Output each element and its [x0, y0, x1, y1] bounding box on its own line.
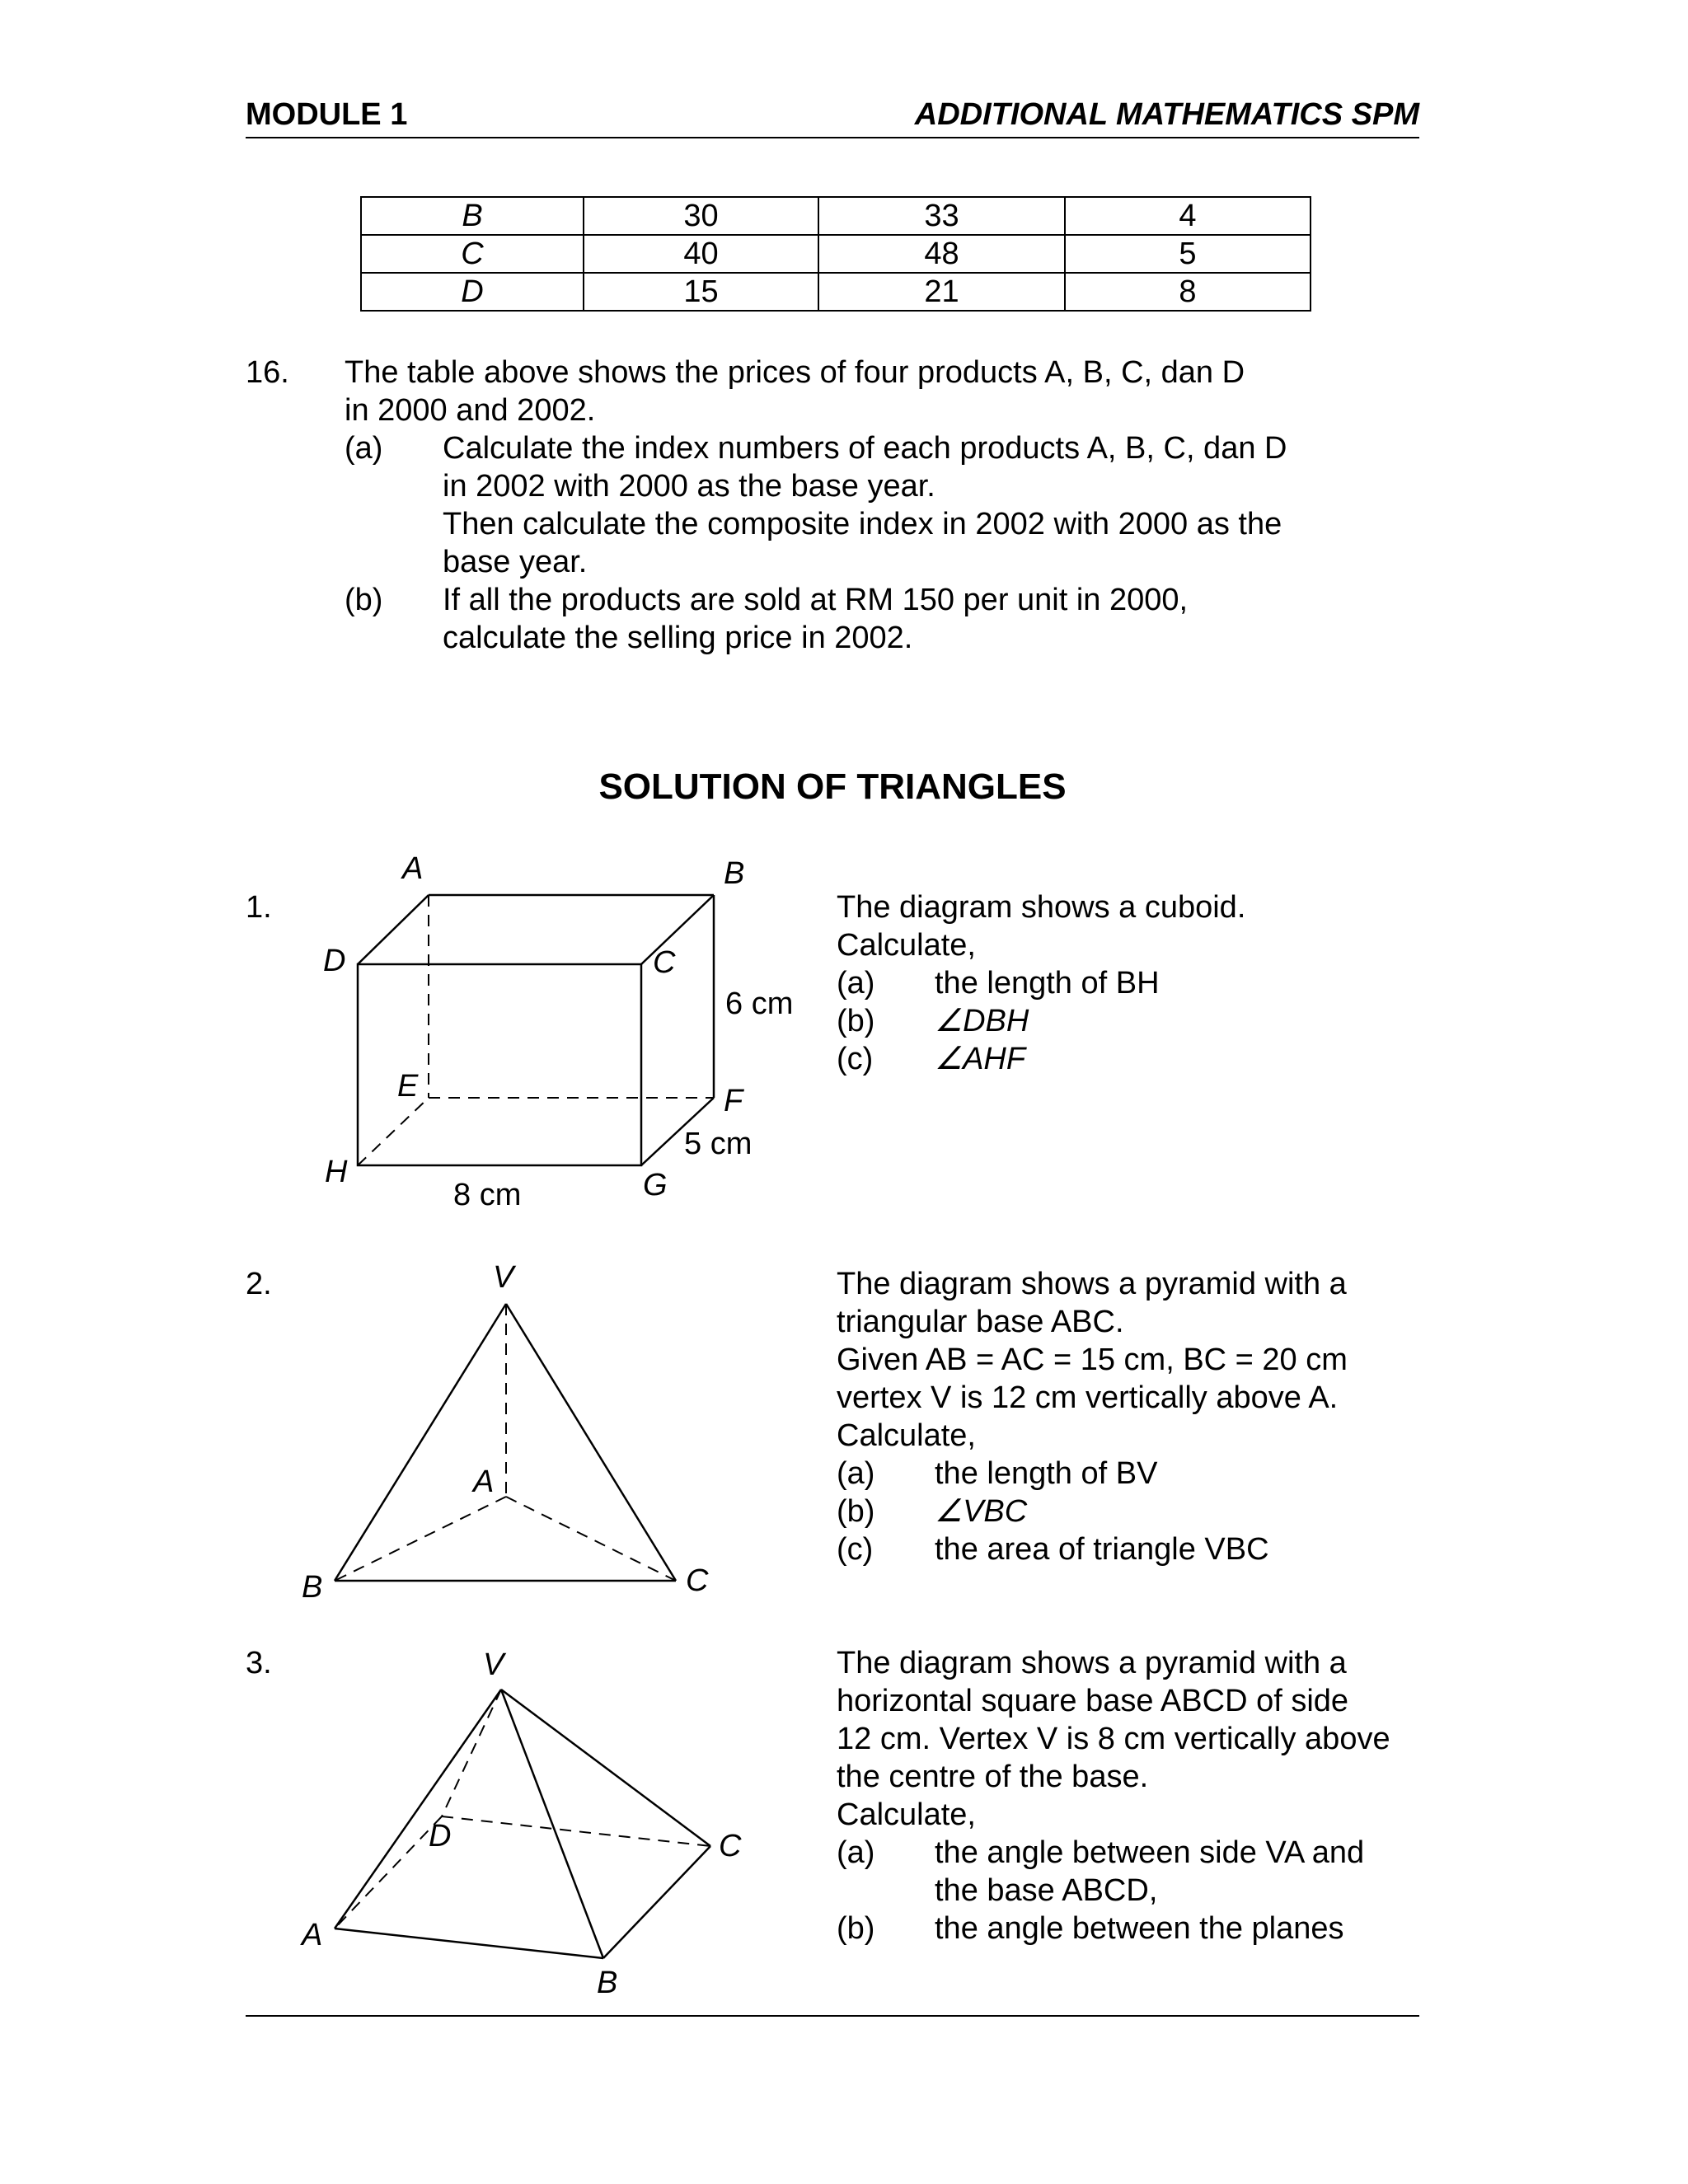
- module-header: MODULE 1: [246, 97, 408, 132]
- question-text: horizontal square base ABCD of side: [837, 1684, 1349, 1718]
- table-cell: D: [361, 273, 584, 311]
- base-edge: [603, 1846, 710, 1958]
- vertex-label: D: [429, 1819, 452, 1854]
- pyramid-edge: [501, 1690, 710, 1846]
- vertex-label: B: [724, 856, 745, 891]
- part-text: If all the products are sold at RM 150 per unit in 2000,: [443, 583, 1189, 617]
- dimension-label: 5 cm: [684, 1127, 753, 1161]
- question-text: The diagram shows a cuboid.: [837, 890, 1246, 925]
- footer-rule: [246, 2015, 1419, 2017]
- table-cell: 33: [818, 197, 1065, 235]
- price-table: [360, 196, 1311, 312]
- question-text: Calculate,: [837, 928, 976, 963]
- table-row: [361, 235, 1311, 273]
- question-number: 3.: [246, 1646, 272, 1680]
- vertex-label: E: [397, 1069, 419, 1104]
- vertex-label: F: [724, 1084, 743, 1118]
- vertex-label: H: [325, 1155, 348, 1189]
- question-text: The diagram shows a pyramid with a: [837, 1646, 1347, 1680]
- part-label: (a): [837, 1456, 875, 1491]
- subject-header: ADDITIONAL MATHEMATICS SPM: [914, 97, 1419, 132]
- base-edge: [335, 1929, 603, 1958]
- part-label: (a): [345, 431, 383, 466]
- table-cell: 40: [584, 235, 818, 273]
- vertex-label: D: [323, 944, 346, 978]
- hidden-edge: [358, 1098, 429, 1165]
- hidden-edge: [442, 1816, 710, 1846]
- question-number: 2.: [246, 1267, 272, 1301]
- vertex-label: G: [643, 1168, 668, 1202]
- part-label: (c): [837, 1042, 874, 1076]
- part-text: the angle between side VA and: [935, 1835, 1365, 1870]
- part-text: ∠DBH: [935, 1004, 1029, 1038]
- table-cell: C: [361, 235, 584, 273]
- square-pyramid-diagram: [297, 1640, 758, 2003]
- pyramid-edge: [335, 1690, 501, 1929]
- vertex-label: B: [597, 1966, 618, 2000]
- question-number: 16.: [246, 355, 289, 390]
- pyramid-edge: [501, 1690, 603, 1958]
- part-text: in 2002 with 2000 as the base year.: [443, 469, 935, 504]
- vertex-label: C: [653, 945, 676, 980]
- part-label: (b): [837, 1004, 875, 1038]
- hidden-edge: [335, 1816, 442, 1929]
- question-text: 12 cm. Vertex V is 8 cm vertically above: [837, 1722, 1390, 1756]
- table-cell: 21: [818, 273, 1065, 311]
- vertex-label: C: [719, 1829, 742, 1863]
- section-title: SOLUTION OF TRIANGLES: [598, 766, 1067, 807]
- vertex-label: V: [493, 1260, 514, 1295]
- question-text: vertex V is 12 cm vertically above A.: [837, 1380, 1339, 1415]
- part-text: the area of triangle VBC: [935, 1532, 1269, 1567]
- part-text: Calculate the index numbers of each products A, B, C, dan D: [443, 431, 1287, 466]
- part-label: (b): [345, 583, 383, 617]
- part-label: (b): [837, 1494, 875, 1529]
- part-label: (c): [837, 1532, 874, 1567]
- vertex-label: A: [302, 1918, 323, 1952]
- cuboid-diagram: [297, 849, 808, 1228]
- header-rule: [246, 137, 1419, 138]
- question-text: The table above shows the prices of four products A, B, C, dan D: [345, 355, 1245, 390]
- vertex-label: A: [402, 851, 424, 886]
- table-row: [361, 273, 1311, 311]
- part-text: the length of BV: [935, 1456, 1158, 1491]
- part-text: Then calculate the composite index in 2002 with 2000 as the: [443, 507, 1282, 541]
- part-text: ∠VBC: [935, 1494, 1028, 1529]
- part-label: (a): [837, 1835, 875, 1870]
- part-text: base year.: [443, 545, 588, 579]
- question-text: Calculate,: [837, 1797, 976, 1832]
- vertex-label: B: [302, 1570, 323, 1605]
- triangular-pyramid-diagram: [297, 1253, 758, 1607]
- hidden-edge: [442, 1690, 501, 1816]
- cuboid-edge: [358, 895, 429, 964]
- table-cell: 8: [1065, 273, 1311, 311]
- vertex-label: A: [473, 1465, 495, 1499]
- question-text: Given AB = AC = 15 cm, BC = 20 cm: [837, 1343, 1348, 1377]
- part-text: the length of BH: [935, 966, 1160, 1001]
- part-label: (b): [837, 1911, 875, 1946]
- table-cell: 5: [1065, 235, 1311, 273]
- question-text: in 2000 and 2002.: [345, 393, 596, 428]
- table-cell: 4: [1065, 197, 1311, 235]
- vertex-label: V: [483, 1647, 504, 1682]
- part-text: the base ABCD,: [935, 1873, 1158, 1908]
- question-number: 1.: [246, 890, 272, 925]
- pyramid-edge: [335, 1304, 506, 1581]
- question-text: The diagram shows a pyramid with a: [837, 1267, 1347, 1301]
- table-row: [361, 197, 1311, 235]
- part-text: ∠AHF: [935, 1042, 1026, 1076]
- question-text: triangular base ABC.: [837, 1305, 1124, 1339]
- part-text: calculate the selling price in 2002.: [443, 621, 913, 655]
- question-text: Calculate,: [837, 1418, 976, 1453]
- part-label: (a): [837, 966, 875, 1001]
- table-cell: B: [361, 197, 584, 235]
- part-text: the angle between the planes: [935, 1911, 1344, 1946]
- vertex-label: C: [686, 1563, 709, 1598]
- question-text: the centre of the base.: [837, 1760, 1149, 1794]
- table-cell: 30: [584, 197, 818, 235]
- dimension-label: 6 cm: [725, 987, 794, 1021]
- table-cell: 15: [584, 273, 818, 311]
- cuboid-front-face: [358, 964, 641, 1165]
- table-cell: 48: [818, 235, 1065, 273]
- pyramid-edge: [506, 1304, 676, 1581]
- dimension-label: 8 cm: [453, 1178, 522, 1212]
